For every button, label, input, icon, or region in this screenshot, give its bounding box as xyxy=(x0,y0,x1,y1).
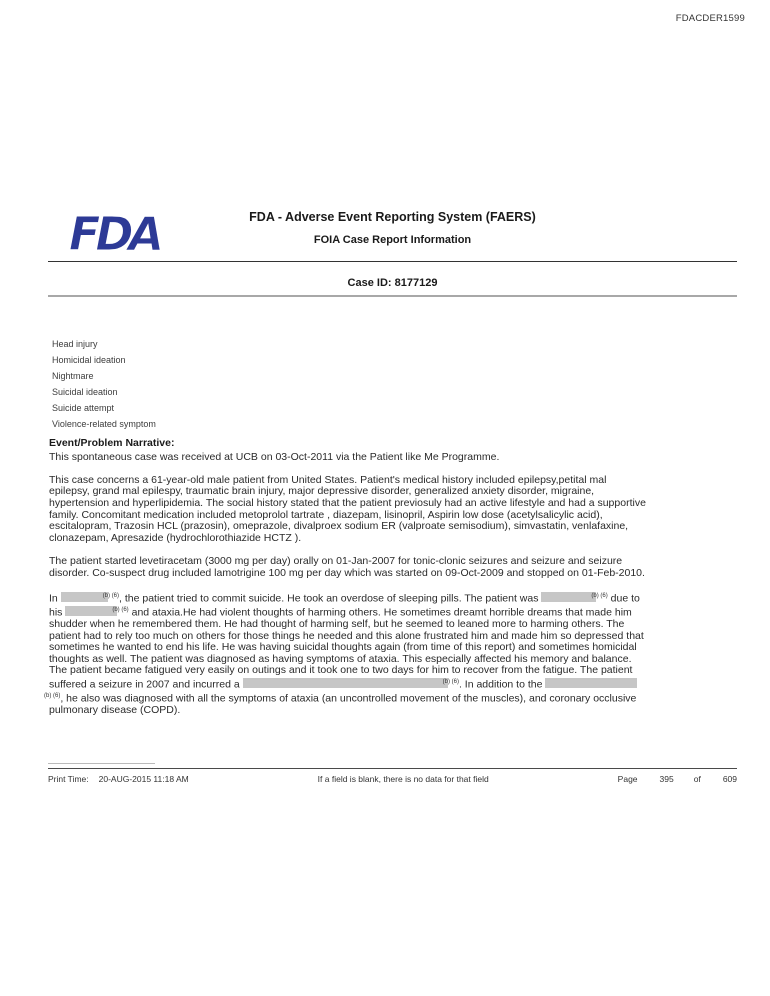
symptom-item: Homicidal ideation xyxy=(52,355,126,365)
footer-divider xyxy=(48,768,737,769)
redaction-box xyxy=(65,606,117,616)
redaction-box xyxy=(545,678,637,688)
print-time-label: Print Time: xyxy=(48,774,89,784)
redaction-exemption-label: (b) (6) xyxy=(442,678,459,685)
page-total: 609 xyxy=(722,774,737,784)
symptom-item: Suicidal ideation xyxy=(52,387,118,397)
page-footer xyxy=(48,774,737,784)
page-number: 395 xyxy=(659,774,674,784)
narrative-paragraph: In $^{(b) (6)}$, the patient tried to commit suicide. He took an overdose of sleeping pills. The patient was $^{(b) (6)}$ due to his $^{(b) (6)}$ and ataxia.He had violent thoughts of harming others. He sometimes dreamt horrible dreams that made him shudder when he remembered them. He had thought of harming self, but he seemed to leaned more to harming others. The patient had to rely too much on others for those things he needed and this alone frustrated him and made him so depressed that sometimes he wanted to end his life. He was having suicidal thoughts again (from time of this report) and sometimes homicidal thoughts as well. The patient was diagnosed as having symptoms of ataxia. This especially affected his memory and balance. The patient became fatigued very easily on outings and it took one to two days for him to recover from the fatigue. The patient suffered a seizure in 2007 and incurred a $^{(b) (6)}$. In addition to the $^{(b) (6)}$, he also was diagnosed with all the symptoms of ataxia (an uncontrolled movement of the muscles), and coronary occlusive pulmonary disease (COPD). xyxy=(44,592,644,717)
redaction-box xyxy=(243,678,448,688)
page-of-label: of xyxy=(693,774,701,784)
narrative-paragraph: The patient started levetiracetam (3000 mg per day) orally on 01-Jan-2007 for tonic-clonic seizures and seizure and seizure disorder. Co-suspect drug included lamotrigine 100 mg per day which was started on 09-Oct-2009 and stopped on 01-Feb-2010. xyxy=(49,554,645,579)
symptom-item: Nightmare xyxy=(52,371,94,381)
narrative-paragraph: This spontaneous case was received at UCB on 03-Oct-2011 via the Patient like Me Programme. xyxy=(49,450,500,463)
redaction-exemption-label: (b) (6) xyxy=(44,692,61,699)
document-code: FDACDER1599 xyxy=(675,13,745,24)
narrative-paragraph: This case concerns a 61-year-old male patient from United States. Patient's medical history included epilepsy,petital mal epilepsy, grand mal epilespy, traumatic brain injury, major depressive disorder, generalized anxiety disorder, migraine, hypertension and hyperlipidemia. The social history stated that the patient previosuly had an active lifestyle and had a supportive family. Concomitant medication included metoprolol tartrate , diazepam, lisinopril, Aspirin low dose (acetylsalicylic acid), escitalopram, Trazosin HCL (prazosin), omeprazole, divalproex sodium ER (valproate semisodium), simvastatin, venlafaxine, clonazepam, Apresazide (hydrochlorothiazide HCTZ ). xyxy=(49,473,646,544)
narrative-heading: Event/Problem Narrative: xyxy=(49,437,175,449)
page-label: Page xyxy=(617,774,638,784)
redaction-exemption-label: (b) (6) xyxy=(112,606,129,613)
case-id-divider xyxy=(48,295,737,297)
redaction-box xyxy=(61,592,108,602)
report-title: FDA - Adverse Event Reporting System (FAERS) xyxy=(249,210,536,224)
fda-logo-text: FDA xyxy=(68,207,160,261)
print-time xyxy=(48,774,189,784)
symptom-list xyxy=(52,336,156,432)
footer-print-time-rule xyxy=(48,763,155,764)
redaction-exemption-label: (b) (6) xyxy=(591,592,608,599)
symptom-item: Violence-related symptom xyxy=(52,419,156,429)
case-id: Case ID: 8177129 xyxy=(347,277,438,289)
symptom-item: Suicide attempt xyxy=(52,403,115,413)
blank-field-note: If a field is blank, there is no data for that field xyxy=(317,774,489,784)
header-divider xyxy=(48,261,737,262)
redaction-exemption-label: (b) (6) xyxy=(102,592,120,599)
page-indicator xyxy=(618,774,737,784)
report-subtitle: FOIA Case Report Information xyxy=(313,234,472,246)
narrative-paragraphs xyxy=(44,450,649,717)
symptom-item: Head injury xyxy=(52,339,98,349)
report-header xyxy=(48,210,737,246)
narrative-section xyxy=(44,437,649,728)
redaction-box xyxy=(541,592,596,602)
print-time-value: 20-AUG-2015 11:18 AM xyxy=(98,774,189,784)
